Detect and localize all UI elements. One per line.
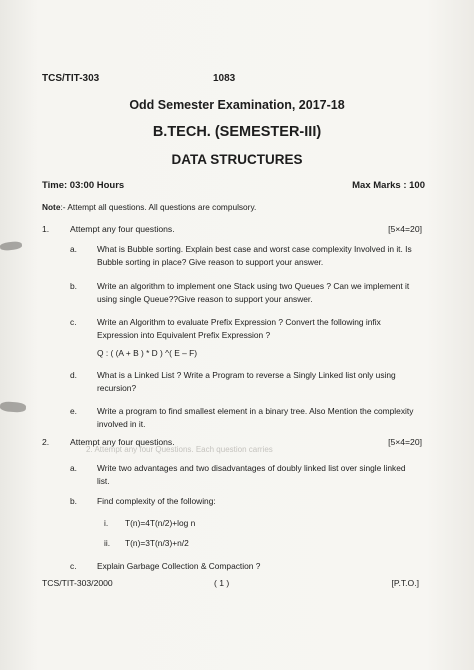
footer-paper-code: TCS/TIT-303/2000: [42, 578, 113, 588]
q2-part-a-label: a.: [70, 463, 77, 473]
max-marks-label: Max Marks : 100: [352, 180, 425, 191]
paper-code: TCS/TIT-303: [42, 73, 100, 84]
q1-part-b-text: Write an algorithm to implement one Stack using two Queues ? Can we implement it using single Queue??Give reason to support your answer.: [97, 281, 410, 304]
binding-mark-bottom: [0, 401, 26, 413]
degree-title: B.TECH. (SEMESTER-III): [152, 124, 322, 140]
question-2-instruction: Attempt any four questions.: [70, 437, 175, 447]
question-2-marks: [5×4=20]: [388, 437, 422, 447]
q1-part-e-label: e.: [70, 406, 77, 416]
question-1-instruction: Attempt any four questions.: [70, 224, 175, 234]
time-label: Time: 03:00 Hours: [42, 180, 125, 191]
q1-part-c-label: c.: [70, 317, 77, 327]
q2-part-b-sub-i-label: i.: [104, 518, 109, 528]
q2-part-b-label: b.: [70, 496, 77, 506]
subject-title: DATA STRUCTURES: [171, 152, 303, 167]
binding-mark-top: [0, 241, 22, 251]
q1-part-c-text: Write an Algorithm to evaluate Prefix Expression ? Convert the following infix Expression into Equivalent Prefix Expression ?: [97, 317, 381, 340]
paper-number: 1083: [213, 73, 236, 84]
show-through-text: 2. Attempt any four Questions. Each question carries: [86, 445, 273, 454]
q2-part-a-text: Write two advantages and two disadvantages of doubly linked list over single linked list.: [97, 463, 406, 486]
footer-page-number: ( 1 ): [214, 578, 230, 588]
q2-part-c-text: Explain Garbage Collection & Compaction ?: [97, 561, 261, 571]
q1-part-d-label: d.: [70, 370, 77, 380]
note-text: :- Attempt all questions. All questions are compulsory.: [60, 202, 257, 212]
q1-part-e-text: Write a program to find smallest element in a binary tree. Also Mention the complexity involved in it.: [97, 406, 414, 429]
q2-part-b-sub-i-formula: T(n)=4T(n/2)+log n: [125, 518, 196, 528]
question-2-number: 2.: [42, 437, 50, 447]
question-1-marks: [5×4=20]: [388, 224, 422, 234]
note-label: Note: [42, 202, 61, 212]
q2-part-c-label: c.: [70, 561, 77, 571]
q2-part-b-sub-ii-label: ii.: [104, 538, 111, 548]
footer-pto: [P.T.O.]: [391, 578, 419, 588]
exam-title: Odd Semester Examination, 2017-18: [129, 98, 345, 112]
q2-part-b-sub-ii-formula: T(n)=3T(n/3)+n/2: [125, 538, 189, 548]
q1-part-a-text: What is Bubble sorting. Explain best case and worst case complexity Involved in it. Is Bubble sorting in place? Give reason to support your answer.: [97, 244, 412, 267]
q1-part-d-text: What is a Linked List ? Write a Program to reverse a Singly Linked list only using recursion?: [97, 370, 396, 393]
q2-part-b-text: Find complexity of the following:: [97, 496, 216, 506]
note-line: [42, 202, 256, 212]
q1-part-c-expression: Q : ( (A + B ) * D ) ^( E – F): [97, 348, 198, 358]
q1-part-b-label: b.: [70, 281, 77, 291]
question-1-number: 1.: [42, 224, 50, 234]
q1-part-a-label: a.: [70, 244, 77, 254]
